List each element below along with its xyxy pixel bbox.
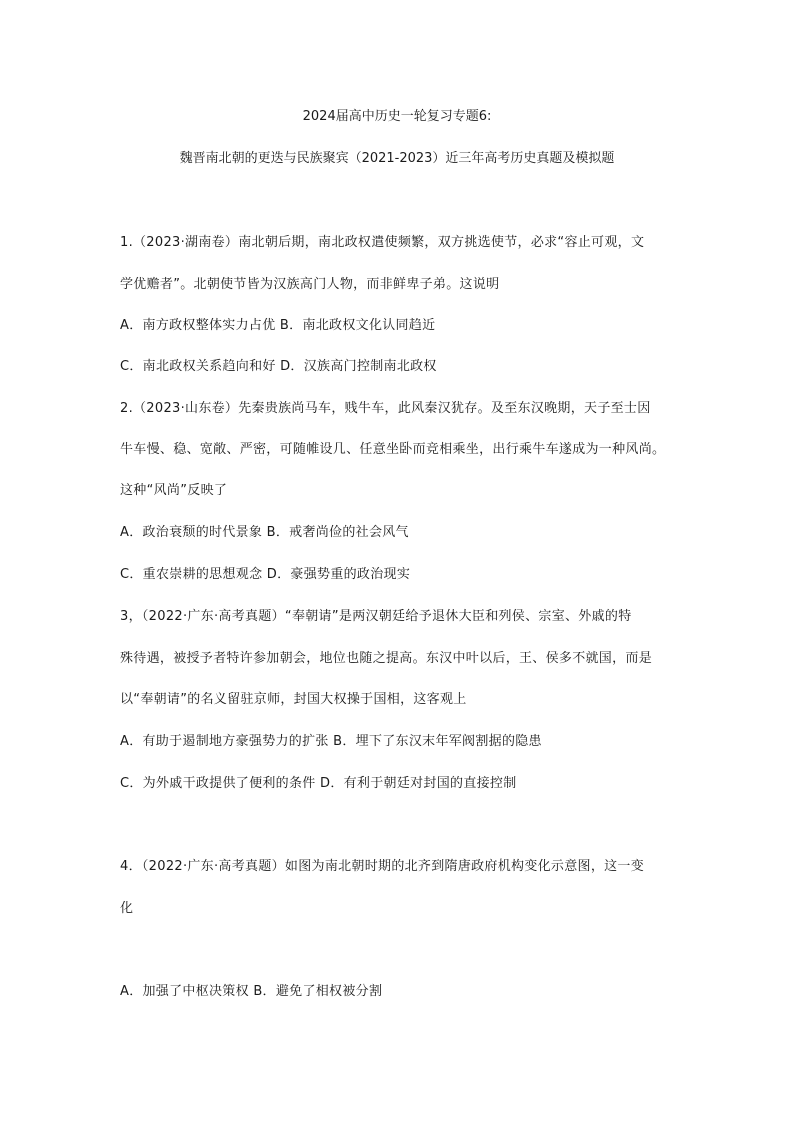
question-2-text-line2: 牛车慢、稳、宽敞、严密，可随帷设几、任意坐卧而竞相乘坐，出行乘牛车遂成为一种风尚。 — [120, 442, 666, 457]
question-1-options-cd: C．南北政权关系趋向和好 D．汉族高门控制南北政权 — [120, 359, 437, 374]
document-title: 2024届高中历史一轮复习专题6: — [302, 109, 492, 124]
question-1-text-line1: 1.（2023·湖南卷）南北朝后期，南北政权遣使频繁，双方挑选使节，必求“容止可观，文 — [120, 235, 645, 250]
question-1-text-line2: 学优赡者”。北朝使节皆为汉族高门人物，而非鲜卑子弟。这说明 — [120, 277, 500, 292]
question-2-options-cd: C．重农崇耕的思想观念 D．豪强势重的政治现实 — [120, 567, 411, 582]
question-4-text-line2: 化 — [120, 901, 134, 916]
question-1-options-ab: A．南方政权整体实力占优 B．南北政权文化认同趋近 — [120, 318, 436, 333]
question-2-text-line1: 2.（2023·山东卷）先秦贵族尚马车，贱牛车，此风秦汉犹存。及至东汉晚期，天子至士因 — [120, 401, 651, 416]
question-2-text-line3: 这种“风尚”反映了 — [120, 483, 228, 498]
question-3-text-line1: 3，（2022·广东·高考真题）“奉朝请”是两汉朝廷给予退休大臣和列侯、宗室、外戚的特 — [120, 609, 632, 624]
question-3-options-ab: A．有助于遏制地方豪强势力的扩张 B．埋下了东汉末年军阀割据的隐患 — [120, 734, 542, 749]
question-3-text-line3: 以“奉朝请”的名义留驻京师，封国大权操于国相，这客观上 — [120, 692, 467, 707]
document-subtitle: 魏晋南北朝的更迭与民族聚宾（2021-2023）近三年高考历史真题及模拟题 — [179, 151, 615, 166]
question-3-text-line2: 殊待遇，被授予者特许参加朝会，地位也随之提高。东汉中叶以后，王、侯多不就国，而是 — [120, 651, 653, 666]
question-2-options-ab: A．政治衰颓的时代景象 B．戒奢尚俭的社会风气 — [120, 525, 409, 540]
question-4-options-ab: A．加强了中枢决策权 B．避免了相权被分割 — [120, 984, 383, 999]
question-3-options-cd: C．为外戚干政提供了便利的条件 D．有利于朝廷对封国的直接控制 — [120, 776, 517, 791]
question-4-text-line1: 4．（2022·广东·高考真题）如图为南北朝时期的北齐到隋唐政府机构变化示意图，这一变 — [120, 859, 645, 874]
